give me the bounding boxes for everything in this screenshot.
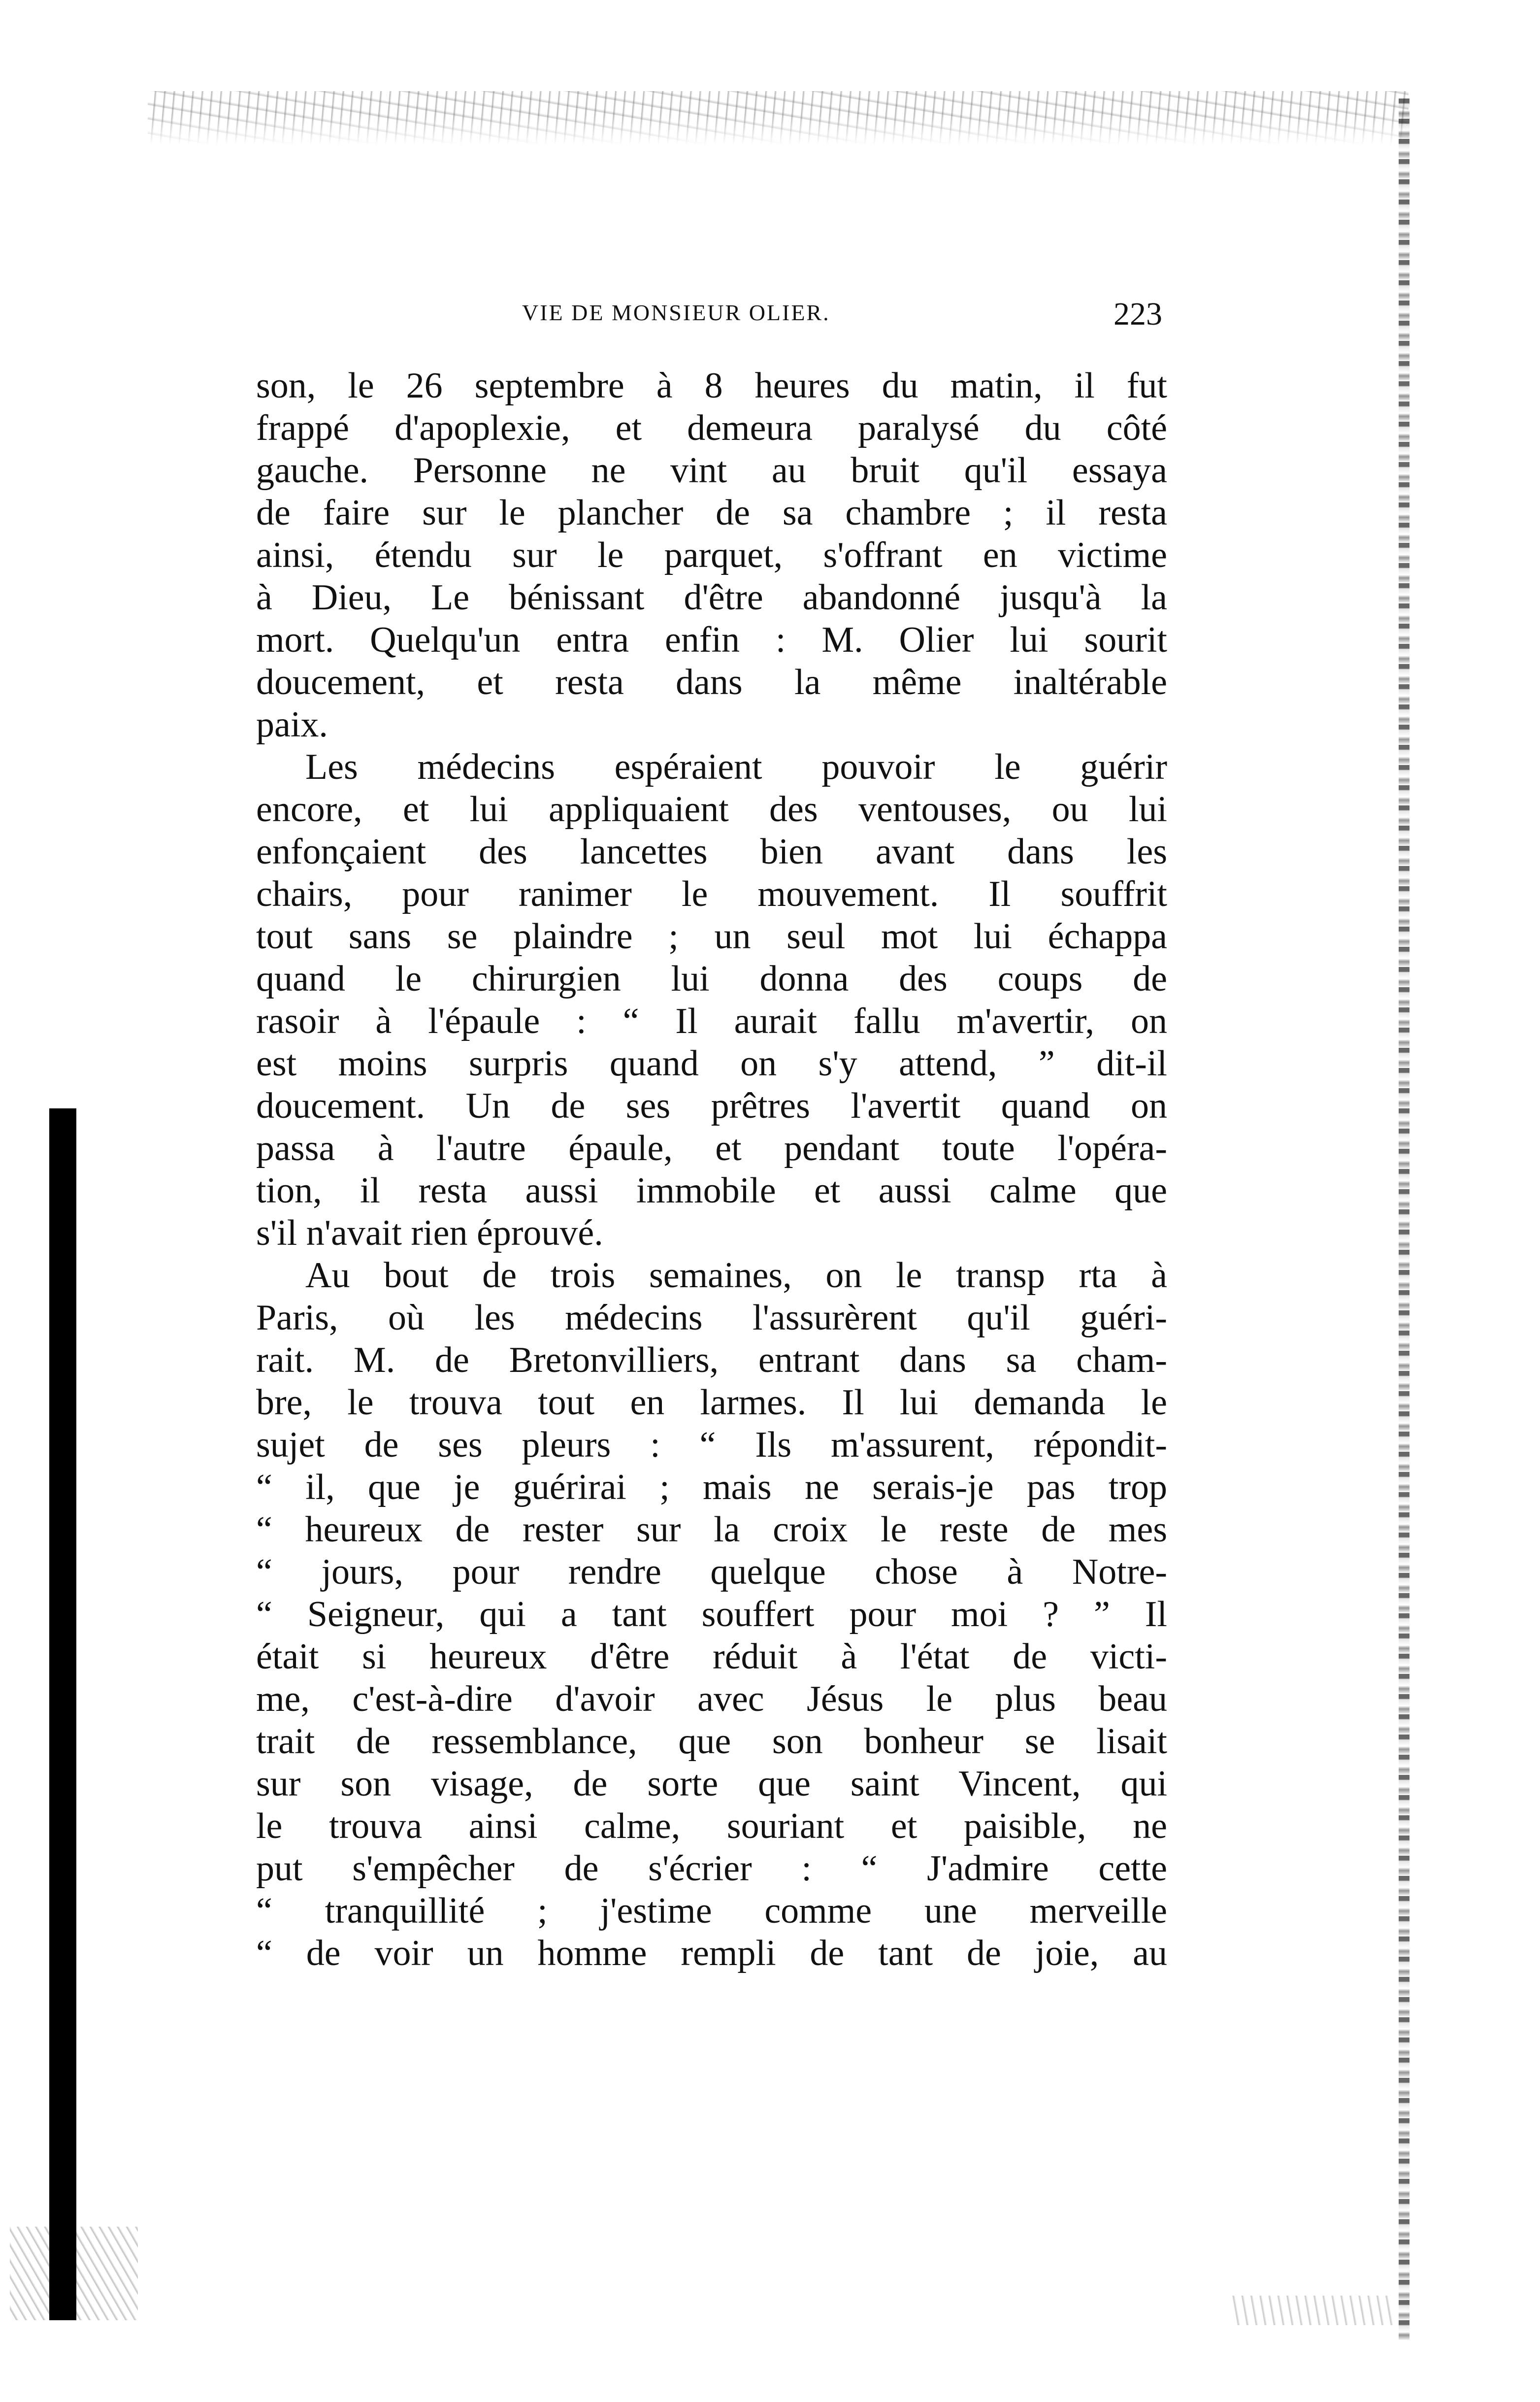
text-line: s'il n'avait rien éprouvé. (256, 1213, 603, 1253)
text-line: Au bout de trois semaines, on le transp rta à (305, 1255, 1167, 1296)
page-number: 223 (1114, 296, 1162, 332)
text-line: le trouva ainsi calme, souriant et paisible, ne (256, 1806, 1167, 1846)
scan-edge-right (1399, 99, 1409, 2340)
text-line: doucement, et resta dans la même inaltérable (256, 662, 1167, 702)
text-line: “ heureux de rester sur la croix le reste de mes (256, 1509, 1167, 1550)
scan-noise-top (148, 91, 1409, 145)
text-line: encore, et lui appliquaient des ventouses, ou lui (256, 789, 1167, 830)
text-line: “ Seigneur, qui a tant souffert pour moi ? ” Il (256, 1594, 1167, 1635)
text-line: rasoir à l'épaule : “ Il aurait fallu m'avertir, on (256, 1001, 1167, 1041)
text-line: Les médecins espéraient pouvoir le guérir (305, 747, 1167, 787)
binding-shadow-bar (49, 1108, 76, 2320)
text-line: enfonçaient des lancettes bien avant dans les (256, 832, 1167, 872)
text-line: quand le chirurgien lui donna des coups de (256, 959, 1167, 999)
text-line: mort. Quelqu'un entra enfin : M. Olier lui sourit (256, 620, 1167, 660)
text-line: son, le 26 septembre à 8 heures du matin, il fut (256, 366, 1167, 406)
text-line: tion, il resta aussi immobile et aussi calme que (256, 1170, 1167, 1211)
text-line: me, c'est-à-dire d'avoir avec Jésus le plus beau (256, 1679, 1167, 1719)
text-line: “ il, que je guérirai ; mais ne serais-je pas trop (256, 1467, 1167, 1507)
text-line: chairs, pour ranimer le mouvement. Il souffrit (256, 874, 1167, 914)
text-line: “ tranquillité ; j'estime comme une merveille (256, 1891, 1167, 1931)
scan-noise-bottom-right (1231, 2296, 1394, 2325)
running-head (261, 296, 1162, 335)
text-line: ainsi, étendu sur le parquet, s'offrant en victime (256, 535, 1167, 575)
scan-noise-bottom-left (10, 2227, 138, 2320)
text-line: rait. M. de Bretonvilliers, entrant dans sa cham- (256, 1340, 1167, 1380)
text-line: gauche. Personne ne vint au bruit qu'il essaya (256, 450, 1167, 491)
text-line: sujet de ses pleurs : “ Ils m'assurent, répondit- (256, 1425, 1167, 1465)
text-line: trait de ressemblance, que son bonheur se lisait (256, 1721, 1167, 1762)
text-line: paix. (256, 704, 328, 745)
text-line: bre, le trouva tout en larmes. Il lui demanda le (256, 1382, 1167, 1423)
text-line: à Dieu, Le bénissant d'être abandonné jusqu'à la (256, 577, 1167, 618)
text-line: Paris, où les médecins l'assurèrent qu'il guéri- (256, 1298, 1167, 1338)
running-title: VIE DE MONSIEUR OLIER. (522, 300, 830, 325)
text-line: “ jours, pour rendre quelque chose à Notre- (256, 1552, 1167, 1592)
text-line: “ de voir un homme rempli de tant de joie, au (256, 1933, 1167, 1973)
text-line: passa à l'autre épaule, et pendant toute l'opéra- (256, 1128, 1167, 1168)
text-line: sur son visage, de sorte que saint Vincent, qui (256, 1764, 1167, 1804)
text-line: frappé d'apoplexie, et demeura paralysé du côté (256, 408, 1167, 448)
text-line: doucement. Un de ses prêtres l'avertit quand on (256, 1086, 1167, 1126)
text-line: était si heureux d'être réduit à l'état de victi- (256, 1636, 1167, 1677)
text-line: est moins surpris quand on s'y attend, ” dit-il (256, 1043, 1167, 1084)
text-line: put s'empêcher de s'écrier : “ J'admire cette (256, 1848, 1167, 1889)
text-line: tout sans se plaindre ; un seul mot lui échappa (256, 916, 1167, 957)
text-line: de faire sur le plancher de sa chambre ; il resta (256, 493, 1167, 533)
body-text (256, 365, 1167, 1974)
